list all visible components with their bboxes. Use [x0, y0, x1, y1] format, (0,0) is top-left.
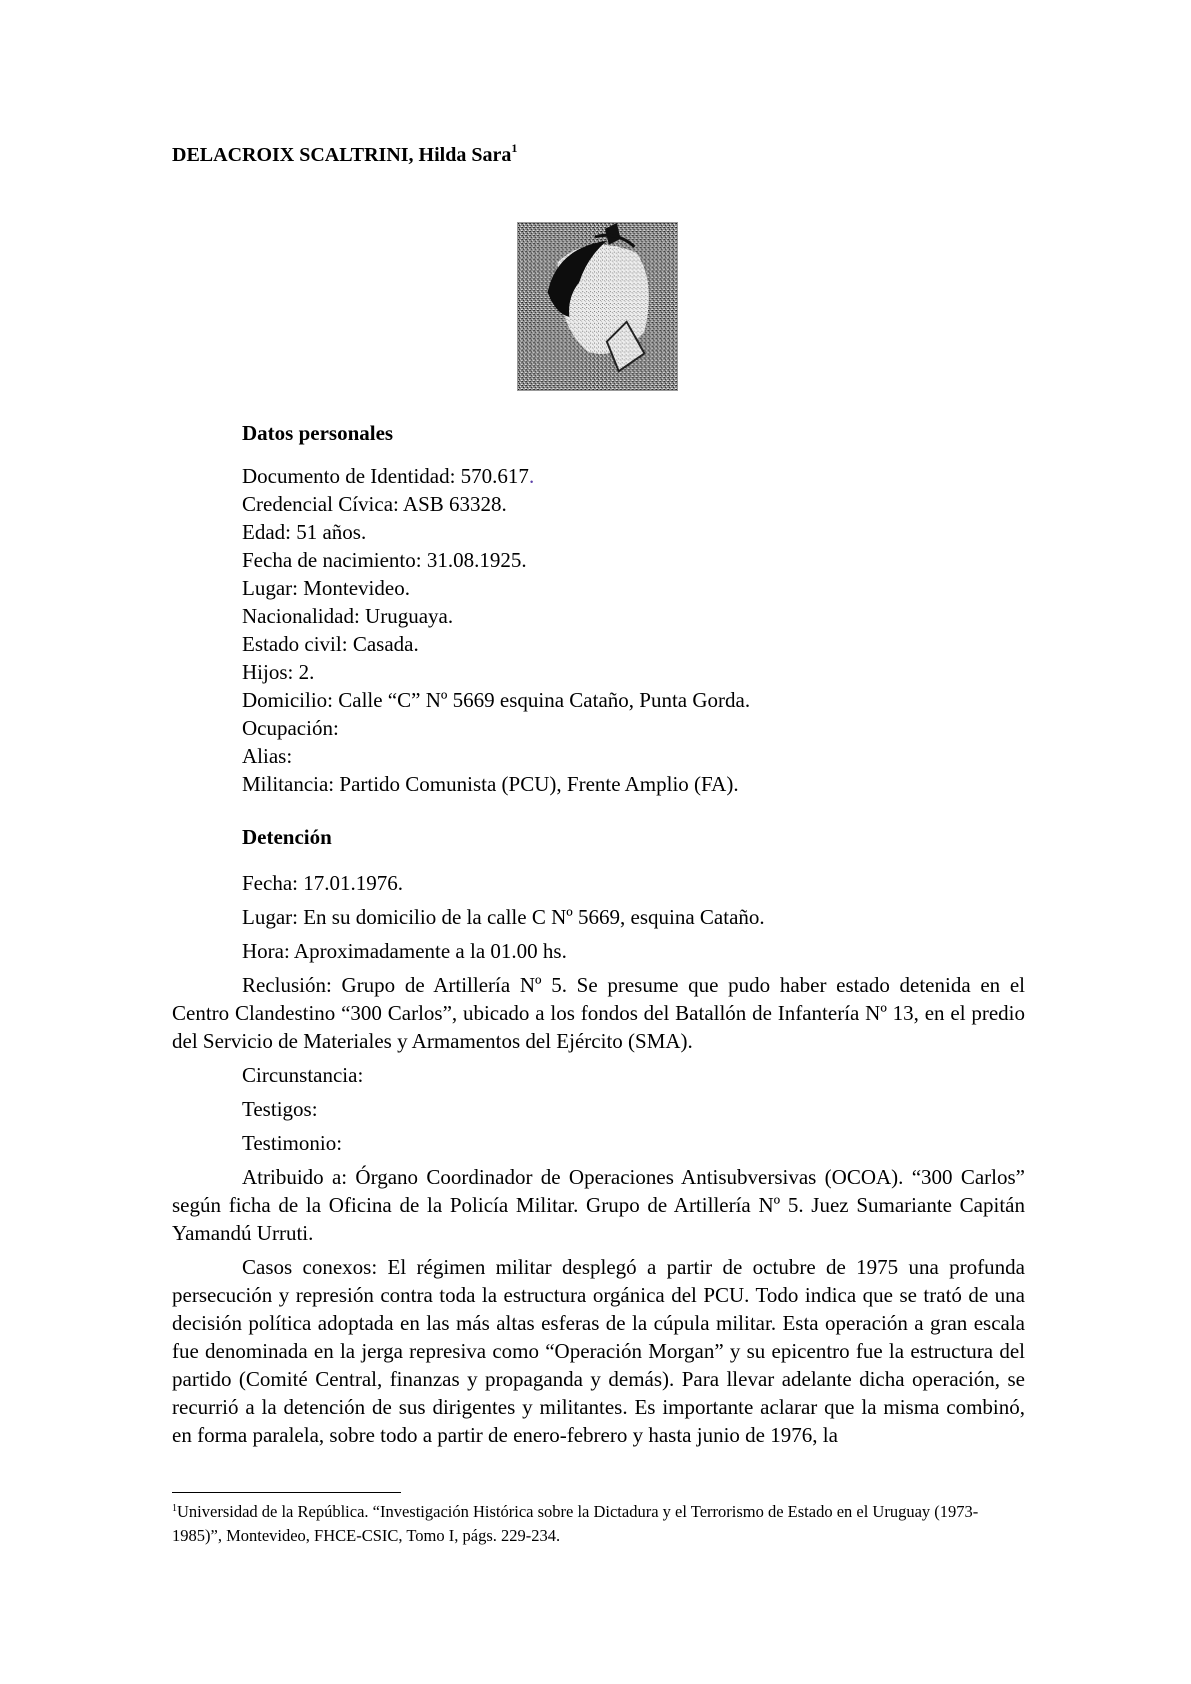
field-testimonio: Testimonio:: [242, 1131, 343, 1155]
paragraph-atribuido: Atribuido a: Órgano Coordinador de Operaciones Antisubversivas (OCOA). “300 Carlos” según ficha de la Oficina de la Policía Militar. Grupo de Artillería Nº 5. Juez Sumariante Capitán Yamandú Urruti.: [172, 1165, 1025, 1245]
field-alias: Alias:: [242, 744, 293, 768]
document-title: [172, 141, 518, 167]
field-hijos: Hijos: 2.: [242, 660, 315, 684]
field-hora: Hora: Aproximadamente a la 01.00 hs.: [242, 939, 567, 963]
footnote-ref[interactable]: 1: [511, 141, 518, 155]
paragraph-reclusion: Reclusión: Grupo de Artillería Nº 5. Se presume que pudo haber estado detenida en el Centro Clandestino “300 Carlos”, ubicado a los fondos del Batallón de Infantería Nº 13, en el predio del Servicio de Materiales y Armamentos del Ejército (SMA).: [172, 973, 1025, 1053]
field-testigos: Testigos:: [242, 1097, 318, 1121]
portrait-image: [518, 223, 677, 390]
section-heading-detencion: Detención: [242, 825, 332, 849]
field-documento: Documento de Identidad: 570.617.: [242, 464, 535, 488]
footnote-text: Universidad de la República. “Investigación Histórica sobre la Dictadura y el Terrorismo de Estado en el Uruguay (1973-1985)”, Montevideo, FHCE-CSIC, Tomo I, págs. 229-234.: [172, 1502, 979, 1545]
field-militancia: Militancia: Partido Comunista (PCU), Frente Amplio (FA).: [242, 772, 739, 796]
field-circunstancia: Circunstancia:: [242, 1063, 364, 1087]
field-estado-civil: Estado civil: Casada.: [242, 632, 419, 656]
field-nacionalidad: Nacionalidad: Uruguaya.: [242, 604, 454, 628]
portrait-photo: [517, 222, 678, 391]
field-nacimiento: Fecha de nacimiento: 31.08.1925.: [242, 548, 527, 572]
field-lugar: Lugar: Montevideo.: [242, 576, 410, 600]
field-lugar-detencion: Lugar: En su domicilio de la calle C Nº 5669, esquina Cataño.: [242, 905, 765, 929]
paragraph-casos-conexos: Casos conexos: El régimen militar desplegó a partir de octubre de 1975 una profunda persecución y represión contra toda la estructura orgánica del PCU. Todo indica que se trató de una decisión política adoptada en las más altas esferas de la cúpula militar. Esta operación a gran escala fue denominada en la jerga represiva como “Operación Morgan” y su epicentro fue la estructura del partido (Comité Central, finanzas y propaganda y demás). Para llevar adelante dicha operación, se recurrió a la detención de sus dirigentes y militantes. Es importante aclarar que la misma combinó, en forma paralela, sobre todo a partir de enero-febrero y hasta junio de 1976, la: [172, 1255, 1025, 1447]
field-fecha: Fecha: 17.01.1976.: [242, 871, 403, 895]
field-domicilio: Domicilio: Calle “C” Nº 5669 esquina Cataño, Punta Gorda.: [242, 688, 751, 712]
footnote-divider: [172, 1492, 401, 1493]
person-name: DELACROIX SCALTRINI, Hilda Sara: [172, 144, 512, 166]
field-ocupacion: Ocupación:: [242, 716, 339, 740]
footnote: [172, 1500, 1025, 1548]
field-credencial: Credencial Cívica: ASB 63328.: [242, 492, 507, 516]
section-heading-datos: Datos personales: [242, 421, 394, 445]
field-edad: Edad: 51 años.: [242, 520, 367, 544]
footnote-number: 1: [172, 1503, 177, 1514]
